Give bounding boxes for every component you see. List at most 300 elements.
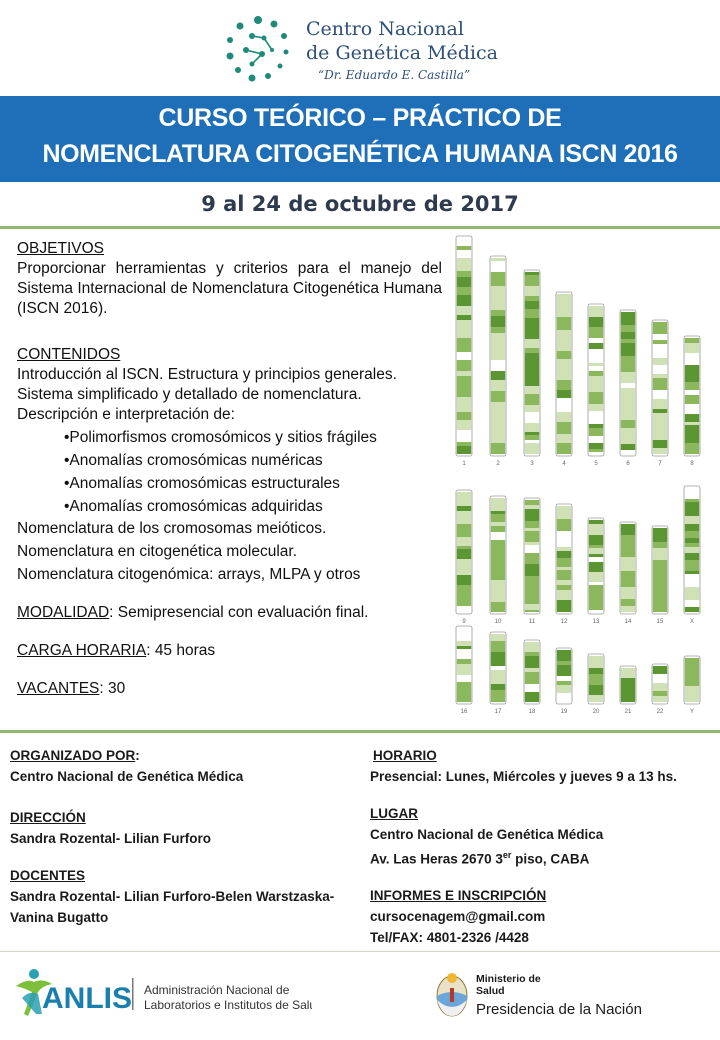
- chromosome-band: [491, 518, 505, 522]
- chromosome-band: [621, 535, 635, 539]
- chromosome-band: [557, 590, 571, 600]
- chromosome-band: [457, 295, 471, 306]
- chromosome-band: [653, 322, 667, 334]
- chromosome-band: [457, 691, 471, 702]
- chromosome-band: [525, 505, 539, 509]
- chromosome-band: [457, 537, 471, 546]
- chromosome: [456, 490, 472, 625]
- objetivos-heading: OBJETIVOS: [17, 240, 104, 257]
- chromosome-band: [589, 371, 603, 376]
- chromosome-band: [525, 353, 539, 365]
- chromosome-band: [525, 521, 539, 528]
- chromosome-band: [491, 346, 505, 360]
- chromosome-band: [491, 670, 505, 684]
- chromosome-label: Y: [689, 709, 695, 715]
- chromosome-band: [589, 392, 603, 404]
- chromosome-band: [653, 440, 667, 448]
- chromosome-band: [457, 649, 471, 659]
- chromosome-label: 3: [530, 461, 534, 467]
- chromosome: [620, 522, 636, 625]
- chromosome: [456, 626, 472, 715]
- chromosome-band: [589, 610, 603, 612]
- chromosome-band: [589, 349, 603, 363]
- chromosome-band: [589, 554, 603, 557]
- chromosome-band: [457, 338, 471, 352]
- vacantes-row: [17, 679, 442, 699]
- chromosome-band: [621, 571, 635, 576]
- chromosome-band: [621, 383, 635, 388]
- chromosome-band: [525, 379, 539, 386]
- chromosome-band: [491, 294, 505, 302]
- chromosome-band: [589, 545, 603, 548]
- chromosome-band: [491, 272, 505, 286]
- chromosome-band: [457, 575, 471, 585]
- chromosome-band: [457, 246, 471, 250]
- chromosome-band: [653, 374, 667, 378]
- national-shield-icon: [437, 973, 467, 1016]
- chromosome-band: [525, 553, 539, 556]
- chromosome-band: [557, 585, 571, 590]
- chromosome-band: [525, 309, 539, 318]
- chromosome-band: [621, 539, 635, 548]
- chromosome: [524, 270, 540, 467]
- chromosome-band: [491, 443, 505, 447]
- chromosome-band: [491, 526, 505, 532]
- chromosome-band: [589, 557, 603, 562]
- chromosome-band: [525, 318, 539, 331]
- chromosome-band: [557, 558, 571, 567]
- contenidos-line: Introducción al ISCN. Estructura y principios generales.: [17, 366, 397, 383]
- anlis-logo-graphic: [12, 964, 312, 1024]
- chromosome-band: [491, 498, 505, 507]
- chromosome: [652, 320, 668, 467]
- chromosome-band: [525, 397, 539, 405]
- chromosome-band: [457, 384, 471, 393]
- chromosome-band: [557, 681, 571, 685]
- chromosome-band: [491, 666, 505, 670]
- chromosome-band: [621, 365, 635, 372]
- chromosome-band: [589, 317, 603, 327]
- lugar-line-2: [370, 845, 715, 870]
- chromosome: [556, 648, 572, 715]
- chromosome-band: [685, 578, 699, 584]
- chromosome-band: [621, 599, 635, 606]
- chromosome-band: [457, 393, 471, 397]
- chromosome-band: [457, 271, 471, 277]
- chromosome-band: [457, 412, 471, 420]
- chromosome-band: [653, 448, 667, 454]
- chromosome-band: [685, 404, 699, 414]
- carga-label: CARGA HORARIA: [17, 642, 147, 659]
- chromosome-band: [491, 380, 505, 386]
- chromosome-band: [589, 443, 603, 449]
- chromosome-band: [653, 597, 667, 609]
- chromosome: [684, 336, 700, 467]
- chromosome-band: [685, 395, 699, 404]
- chromosome-band: [491, 408, 505, 411]
- chromosome-band: [557, 351, 571, 359]
- chromosome-band: [491, 302, 505, 310]
- chromosome-band: [653, 390, 667, 399]
- dna-circle-icon: [222, 14, 294, 86]
- chromosome-band: [685, 553, 699, 560]
- chromosome-band: [589, 404, 603, 411]
- anlis-line-1: Administración Nacional de: [144, 983, 290, 997]
- chromosome-label: 22: [656, 709, 664, 715]
- chromosome-band: [525, 386, 539, 394]
- chromosome-band: [457, 442, 471, 446]
- chromosome-band: [491, 411, 505, 421]
- chromosome-band: [685, 531, 699, 538]
- chromosome-band: [557, 412, 571, 422]
- chromosome-band: [457, 376, 471, 384]
- chromosome-band: [525, 576, 539, 590]
- chromosome-band: [685, 502, 699, 516]
- chromosome-band: [685, 692, 699, 702]
- chromosome-band: [525, 345, 539, 348]
- chromosome-band: [457, 606, 471, 612]
- presidencia-text: Presidencia de la Nación: [476, 1001, 642, 1018]
- chromosome-label: 16: [460, 709, 468, 715]
- chromosome-band: [685, 658, 699, 670]
- chromosome-band: [457, 250, 471, 258]
- chromosome-band: [589, 656, 603, 668]
- chromosome-band: [621, 408, 635, 420]
- logo-line-1: Centro Nacional: [306, 18, 464, 40]
- chromosome-band: [557, 567, 571, 570]
- chromosome-band: [685, 587, 699, 600]
- divider-top: [0, 226, 720, 229]
- chromosome-band: [653, 432, 667, 440]
- chromosome-band: [653, 691, 667, 696]
- chromosome-band: [653, 413, 667, 420]
- chromosome-band: [491, 641, 505, 652]
- chromosome-band: [525, 331, 539, 339]
- chromosome-band: [589, 668, 603, 674]
- chromosome-band: [525, 652, 539, 656]
- chromosome-band: [525, 692, 539, 702]
- chromosome-band: [525, 435, 539, 440]
- chromosome-ideogram: [448, 234, 710, 724]
- chromosome-label: 14: [624, 619, 632, 625]
- chromosome-band: [491, 391, 505, 402]
- logo-line-3: “Dr. Eduardo E. Castilla”: [318, 68, 471, 82]
- chromosome-band: [525, 443, 539, 451]
- chromosome-band: [685, 574, 699, 578]
- modalidad-row: [17, 603, 442, 623]
- contenidos-line: Nomenclatura de los cromosomas meióticos.: [17, 520, 327, 537]
- chromosome-band: [491, 421, 505, 425]
- chromosome-band: [525, 542, 539, 545]
- chromosome-band: [491, 532, 505, 540]
- chromosome-band: [525, 564, 539, 576]
- chromosome-band: [621, 557, 635, 571]
- chromosome-band: [491, 522, 505, 526]
- chromosome-band: [491, 360, 505, 371]
- chromosome-band: [525, 369, 539, 379]
- chromosome-label: 8: [690, 461, 694, 467]
- contenidos-bullet: •Anomalías cromosómicas numéricas: [64, 452, 323, 469]
- chromosome-band: [557, 317, 571, 330]
- chromosome-band: [685, 524, 699, 531]
- chromosome-band: [557, 398, 571, 412]
- chromosome-band: [589, 585, 603, 596]
- chromosome-band: [589, 578, 603, 582]
- chromosome-band: [525, 306, 539, 309]
- chromosome-band: [557, 600, 571, 612]
- chromosome-band: [457, 585, 471, 596]
- chromosome-band: [685, 488, 699, 499]
- chromosome-band: [557, 676, 571, 681]
- chromosome-band: [491, 652, 505, 666]
- chromosome-band: [491, 684, 505, 690]
- chromosome-band: [621, 312, 635, 325]
- chromosome-band: [589, 548, 603, 554]
- chromosome-label: 7: [658, 461, 662, 467]
- chromosome-band: [491, 327, 505, 333]
- divider-footer: [0, 951, 720, 952]
- chromosome-band: [457, 397, 471, 404]
- chromosome-band: [557, 580, 571, 585]
- chromosome-band: [491, 560, 505, 568]
- carga-value: : 45 horas: [146, 642, 216, 659]
- chromosome-band: [589, 582, 603, 585]
- chromosome-band: [685, 390, 699, 395]
- chromosome-band: [685, 670, 699, 682]
- chromosome-band: [685, 686, 699, 692]
- chromosome-band: [525, 301, 539, 306]
- chromosome-band: [621, 678, 635, 683]
- chromosome-band: [525, 604, 539, 610]
- chromosome-band: [557, 665, 571, 676]
- docentes-line-1: Sandra Rozental- Lilian Furforo-Belen Warstzaska-: [10, 889, 335, 904]
- chromosome-band: [589, 363, 603, 366]
- chromosome-band: [589, 695, 603, 700]
- chromosome-band: [457, 315, 471, 320]
- chromosome-band: [621, 420, 635, 424]
- lugar-heading: LUGAR: [370, 806, 418, 821]
- chromosome-band: [653, 548, 667, 560]
- chromosome-band: [525, 394, 539, 397]
- chromosome-band: [685, 538, 699, 543]
- title-line-2: NOMENCLATURA CITOGENÉTICA HUMANA ISCN 2016: [42, 140, 678, 168]
- informes-heading: INFORMES E INSCRIPCIÓN: [370, 887, 547, 903]
- chromosome-band: [685, 447, 699, 454]
- chromosome: [490, 256, 506, 467]
- chromosome-band: [621, 424, 635, 428]
- chromosome-band: [589, 436, 603, 443]
- chromosome-band: [525, 668, 539, 672]
- chromosome-band: [653, 358, 667, 365]
- chromosome-band: [685, 343, 699, 346]
- chromosome-band: [457, 306, 471, 315]
- contenidos-line: Nomenclatura citogenómica: arrays, MLPA y otros: [17, 566, 361, 583]
- chromosome: [490, 632, 506, 715]
- chromosome-band: [653, 542, 667, 548]
- chromosome-band: [525, 531, 539, 542]
- chromosome-band: [457, 371, 471, 376]
- organizado-heading: ORGANIZADO POR: [10, 748, 136, 763]
- chromosome-band: [525, 656, 539, 668]
- divider-bottom: [0, 730, 720, 733]
- direccion-heading: DIRECCIÓN: [10, 810, 86, 825]
- chromosome-band: [685, 365, 699, 374]
- chromosome-band: [589, 596, 603, 610]
- chromosome-band: [589, 424, 603, 428]
- chromosome-band: [557, 540, 571, 547]
- chromosome-band: [653, 683, 667, 691]
- chromosome-band: [621, 388, 635, 401]
- contenidos-bullet: •Polimorfismos cromosómicos y sitios frágiles: [64, 429, 377, 446]
- chromosome-band: [589, 572, 603, 578]
- chromosome-band: [457, 599, 471, 603]
- contenidos-bullet: •Anomalías cromosómicas estructurales: [64, 475, 340, 492]
- chromosome-band: [589, 449, 603, 452]
- chromosome-band: [589, 520, 603, 524]
- chromosome-band: [491, 402, 505, 408]
- chromosome-band: [457, 682, 471, 691]
- chromosome: [620, 666, 636, 715]
- chromosome-band: [491, 258, 505, 261]
- chromosome-band: [525, 296, 539, 301]
- chromosome-band: [491, 507, 505, 511]
- chromosome-band: [525, 272, 539, 275]
- chromosome-band: [525, 275, 539, 286]
- chromosome-band: [653, 378, 667, 390]
- chromosome-band: [491, 590, 505, 598]
- chromosome-band: [653, 588, 667, 597]
- chromosome-band: [491, 598, 505, 602]
- informes-phone: Tel/FAX: 4801-2326 /4428: [370, 929, 529, 945]
- chromosome-band: [491, 310, 505, 316]
- main-content: [17, 239, 442, 699]
- chromosome-band: [491, 514, 505, 518]
- chromosome-band: [491, 371, 505, 380]
- carga-row: [17, 641, 442, 661]
- chromosome-band: [621, 450, 635, 454]
- chromosome: [588, 518, 604, 625]
- lugar-address: Av. Las Heras 2670 3: [370, 851, 503, 867]
- chromosome-band: [457, 659, 471, 664]
- chromosome-band: [653, 409, 667, 413]
- chromosome-band: [685, 422, 699, 425]
- direccion-value: Sandra Rozental- Lilian Furforo: [10, 831, 212, 846]
- chromosome-band: [621, 606, 635, 612]
- chromosome-band: [491, 286, 505, 294]
- chromosome-band: [621, 668, 635, 678]
- chromosome-label: 19: [560, 709, 568, 715]
- chromosome-band: [557, 443, 571, 454]
- chromosome-band: [491, 333, 505, 346]
- chromosome-band: [457, 646, 471, 649]
- chromosome-band: [685, 682, 699, 686]
- chromosome-band: [491, 433, 505, 443]
- chromosome-band: [457, 420, 471, 430]
- chromosome-band: [557, 359, 571, 371]
- organizado-row: [10, 745, 360, 766]
- chromosome-band: [621, 339, 635, 343]
- contenidos-line: Descripción e interpretación de:: [17, 406, 235, 423]
- chromosome-label: 15: [656, 619, 664, 625]
- chromosome-band: [557, 303, 571, 307]
- informes-email[interactable]: cursocenagem@gmail.com: [370, 908, 546, 924]
- contenidos-bullet: •Anomalías cromosómicas adquiridas: [64, 498, 323, 515]
- chromosome-band: [525, 684, 539, 692]
- chromosome-band: [589, 309, 603, 317]
- chromosome-band: [653, 528, 667, 542]
- chromosome-band: [491, 261, 505, 272]
- chromosome-band: [557, 526, 571, 531]
- chromosome-label: 20: [592, 709, 600, 715]
- chromosome-band: [653, 572, 667, 579]
- chromosome-band: [491, 511, 505, 514]
- chromosome-band: [457, 664, 471, 675]
- chromosome-band: [491, 425, 505, 433]
- ministerio-logo: [432, 966, 692, 1026]
- chromosome-band: [525, 509, 539, 521]
- chromosome-band: [457, 352, 471, 360]
- chromosome-label: 1: [462, 461, 466, 467]
- chromosome: [456, 236, 472, 467]
- chromosome-band: [525, 528, 539, 531]
- chromosome-band: [557, 519, 571, 526]
- modalidad-label: MODALIDAD: [17, 604, 110, 621]
- chromosome: [490, 496, 506, 625]
- chromosome: [620, 310, 636, 467]
- chromosome-band: [557, 661, 571, 665]
- chromosome-band: [457, 641, 471, 646]
- chromosome-band: [457, 603, 471, 606]
- contenidos-line: Nomenclatura en citogenética molecular.: [17, 543, 298, 560]
- chromosome-band: [557, 330, 571, 338]
- chromosome-band: [557, 685, 571, 693]
- chromosome-band: [653, 399, 667, 409]
- chromosome-band: [621, 332, 635, 339]
- chromosome-band: [457, 261, 471, 271]
- chromosome-band: [491, 580, 505, 590]
- chromosome-band: [557, 650, 571, 661]
- chromosome: [684, 486, 700, 625]
- chromosome-band: [525, 610, 539, 612]
- chromosome-band: [557, 390, 571, 398]
- lugar-floor-sup: er: [502, 850, 512, 860]
- chromosome: [588, 654, 604, 715]
- ministerio-line-1: Ministerio de: [476, 973, 541, 985]
- chromosome-band: [491, 568, 505, 580]
- chromosome-label: 6: [626, 461, 630, 467]
- chromosome: [556, 292, 572, 467]
- chromosome-band: [557, 531, 571, 540]
- chromosome-band: [525, 365, 539, 369]
- chromosome-band: [525, 440, 539, 443]
- chromosome-band: [525, 642, 539, 652]
- chromosome-band: [621, 401, 635, 408]
- chromosome-band: [491, 447, 505, 454]
- chromosome-band: [557, 551, 571, 558]
- chromosome-band: [457, 334, 471, 338]
- chromosome-band: [653, 609, 667, 612]
- chromosome-band: [621, 524, 635, 535]
- chromosome-band: [457, 446, 471, 454]
- contenidos-heading: CONTENIDOS: [17, 346, 121, 363]
- chromosome-band: [557, 570, 571, 580]
- chromosome-band: [621, 587, 635, 599]
- chromosome-band: [525, 432, 539, 435]
- chromosome-band: [457, 549, 471, 559]
- chromosome-ideogram-graphic: [448, 234, 710, 724]
- chromosome-band: [621, 683, 635, 697]
- chromosome-band: [589, 524, 603, 535]
